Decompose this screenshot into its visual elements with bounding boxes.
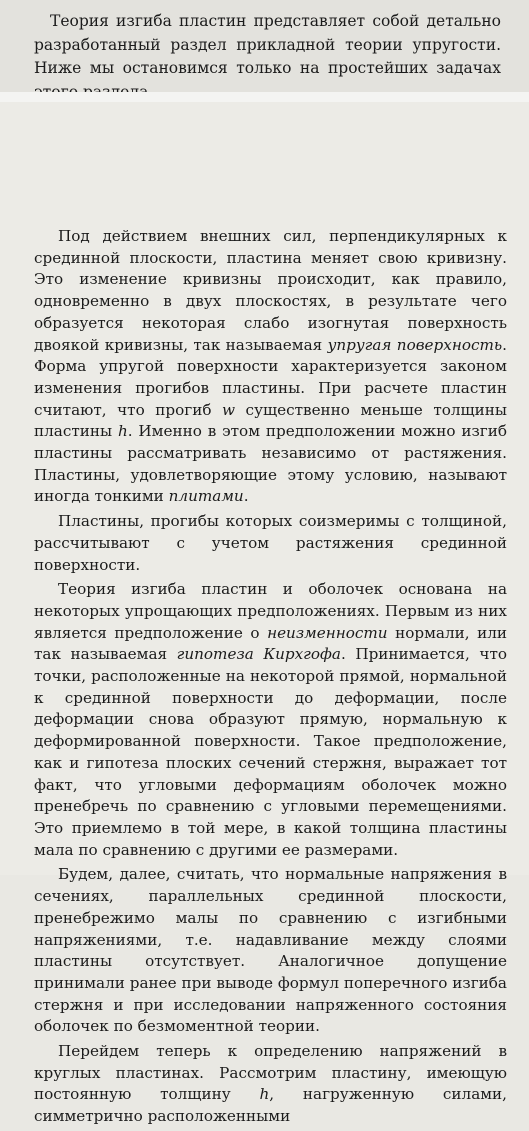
term-plates: плитами [168,487,244,506]
previous-page-strip [0,0,529,93]
paragraph-4: Будем, далее, считать, что нормальные напряжения в сечениях, параллельных срединной плоскости, пренебрежимо малы по сравнению с изгибными напряжениями, т.е. надавливание между слоями пластины отсутствует. Аналогичное допущение принимали ранее при выводе формул поперечного изгиба стержня и при исследовании напряженного состояния оболочек по безмоментной теории. [34,865,507,1036]
page-gap [0,92,529,102]
variable-w: w [222,400,236,419]
term-kirchhoff-hypothesis: гипотеза Кирхгофа [176,645,341,664]
paragraph-1: Под действием внешних сил, перпендикулярных к срединной плоскости, пластина меняет свою кривизну. Это изменение кривизны происходит, как правило, одновременно в двух плоскостях, в результате чего образуется некоторая слабо изогнутая поверхность двоякой кривизны, так называемая упругая поверхность. Форма упругой поверхности характеризуется законом изменения прогибов пластины. При расчете пластин считают, что прогиб w существенно меньше толщины пластины h. Именно в этом предположении можно изгиб пластины рассматривать независимо от растяжения. Пластины, удовлетворяющие этому условию, называют иногда тонкими плитами. [34,227,507,506]
intro-paragraph: Теория изгиба пластин представляет собой детально разработанный раздел прикладной теории упругости. Ниже мы остановимся только на простейших задачах [34,12,501,77]
term-elastic-surface: упругая поверхность [327,335,503,354]
body-text [0,226,529,1131]
paragraph-2: Пластины, прогибы которых соизмеримы с толщиной, рассчитывают с учетом растяжения срединной поверхности. [34,512,507,574]
term-invariance: неизменности [267,623,388,642]
variable-h: h [117,422,128,441]
intro-text-block [0,10,529,104]
paragraph-5: Перейдем теперь к определению напряжений в круглых пластинах. Рассмотрим пластину, имеющую постоянную толщину h, нагруженную силами, симметрично расположенными [34,1042,508,1126]
paragraph-3: Теория изгиба пластин и оболочек основана на некоторых упрощающих предположениях. Первым из них является предположение о неизменности нормали, или так называемая гипотеза Кирхгофа. Принимается, что точки, расположенные на некоторой прямой, нормальной к срединной поверхности до деформации, после деформации снова образуют прямую, нормальную к деформированной поверхности. Такое предположение, как и гипотеза плоских сечений стержня, выражает тот факт, что угловыми деформациям оболочек можно пренебречь по сравнению с угловыми перемещениями. Это приемлемо в той мере, в какой толщина пластины мала по сравнению с другими ее размерами. [34,580,507,859]
book-page [0,102,529,1126]
variable-h: h [259,1085,270,1104]
